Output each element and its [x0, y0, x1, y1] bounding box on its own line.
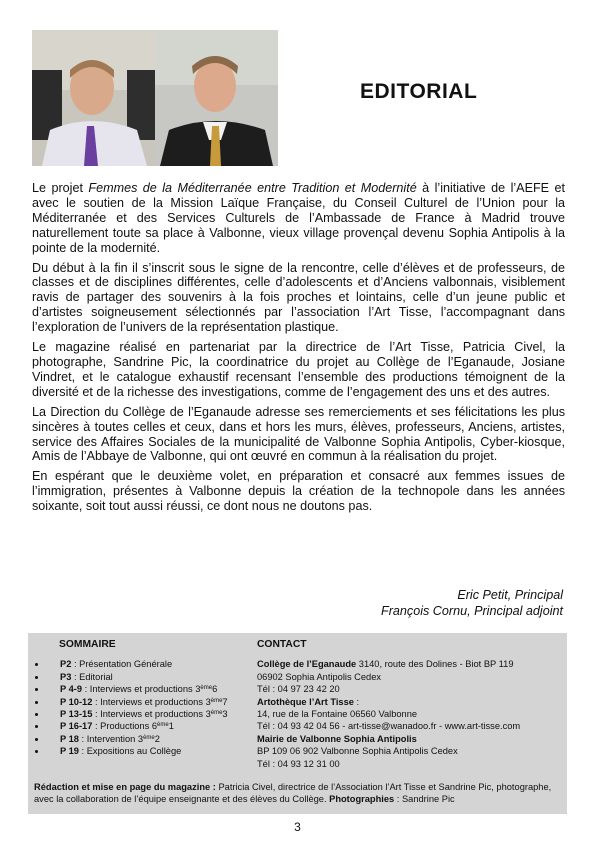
sommaire-heading: SOMMAIRE [59, 639, 116, 650]
contact-heading: CONTACT [257, 639, 307, 650]
sommaire-item: P 4-9 : Interviews et productions 3ème6 [34, 683, 249, 695]
paragraph-3: Le magazine réalisé en partenariat par la directrice de l’Art Tisse, Patricia Civel, la photographe, Sandrine Pic, la coordinatrice du projet au Collège de l’Eganaude, Josiane Vindret, et le catalogue exhaustif recensant l’ensemble des productions témoignent de la diversité et de la richesse des investigations, comme de l’engagement des uns et des autres. [32, 340, 565, 399]
mairie-name: Mairie de Valbonne Sophia Antipolis [257, 733, 417, 744]
sommaire-column [34, 639, 249, 758]
sommaire-list [34, 658, 249, 757]
artotheque-address: 14, rue de la Fontaine 06560 Valbonne [257, 709, 418, 720]
college-address: Collège de l’Eganaude 3140, route des Dolines - Biot BP 119 [257, 659, 514, 670]
contact-column [257, 639, 557, 770]
credits: Rédaction et mise en page du magazine : Patricia Civel, directrice de l’Association l’Art Tisse et Sandrine Pic, photographe, avec la collaboration de l’équipe enseignante et des élèves du Collège. Photographies : Sandrine Pic [34, 782, 552, 804]
paragraph-1: Le projet Femmes de la Méditerranée entre Tradition et Modernité à l’initiative de l’AEFE et avec le soutien de la Mission Laïque Française, du Conseil Culturel de l’Union pour la Méditerranée et des Services Culturels de l’Ambassade de France à Madrid trouve naturellement toute sa place à Valbonne, vieux village provençal devenu Sophia Antipolis à la pointe de la modernité. [32, 181, 565, 255]
artotheque-phone: Tél : 04 93 42 04 56 - art-tisse@wanadoo.fr - www.art-tisse.com [257, 721, 521, 732]
sommaire-item: P2 : Présentation Générale [34, 658, 249, 670]
editorial-body [32, 181, 565, 519]
sommaire-item: P3 : Editorial [34, 671, 249, 683]
signature-line-1: Eric Petit, Principal [457, 588, 563, 602]
sommaire-item: P 16-17 : Productions 6ème1 [34, 720, 249, 732]
page-title: EDITORIAL [360, 80, 478, 103]
signature-line-2: François Cornu, Principal adjoint [381, 603, 563, 618]
paragraph-4: La Direction du Collège de l’Eganaude adresse ses remerciements et ses félicitations les plus sincères à toutes celles et ceux, dans et hors les murs, élèves, professeurs, Anciens, artistes, service des Affaires Sociales de la municipalité de Valbonne Sophia Antipolis, Cyber-kiosque, Amis de l’Abbaye de Valbonne, qui ont œuvré en commun à la réalisation du projet. [32, 404, 565, 464]
artotheque-name: Artothèque l’Art Tisse : [257, 696, 360, 707]
portrait-photo-left [32, 30, 155, 166]
college-phone: Tél : 04 97 23 42 20 [257, 684, 340, 695]
paragraph-5: En espérant que le deuxième volet, en préparation et consacré aux femmes issues de l’immigration, présentes à Valbonne depuis la création de la technopole dans les années soixante, soit tout aussi réussi, ce dont nous ne doutons pas. [32, 469, 565, 514]
college-city: 06902 Sophia Antipolis Cedex [257, 671, 382, 682]
sommaire-item: P 13-15 : Interviews et productions 3ème3 [34, 708, 249, 720]
sommaire-item: P 19 : Expositions au Collège [34, 745, 249, 757]
project-title: Femmes de la Méditerranée entre Tradition et Modernité [88, 181, 417, 195]
page-number: 3 [294, 820, 301, 834]
portrait-photos [32, 30, 278, 166]
mairie-address: BP 109 06 902 Valbonne Sophia Antipolis Cedex [257, 746, 458, 757]
info-box [28, 633, 567, 814]
portrait-photo-right [155, 30, 278, 166]
mairie-phone: Tél : 04 93 12 31 00 [257, 758, 340, 769]
sommaire-item: P 10-12 : Interviews et productions 3ème7 [34, 696, 249, 708]
sommaire-item: P 18 : Intervention 3ème2 [34, 733, 249, 745]
signature [381, 588, 563, 619]
paragraph-2: Du début à la fin il s’inscrit sous le signe de la rencontre, celle d’élèves et de professeurs, de classes et de disciplines différentes, celle d’adolescents et d’Anciens valbonnais, visiblement ravis de partager des souvenirs à la fois proches et lointains, celle d’un jeune public et d’artistes soigneusement sélectionnés par l’association l’Art Tisse, l’accompagnant dans l’exploration de l’univers de la représentation plastique. [32, 260, 565, 335]
